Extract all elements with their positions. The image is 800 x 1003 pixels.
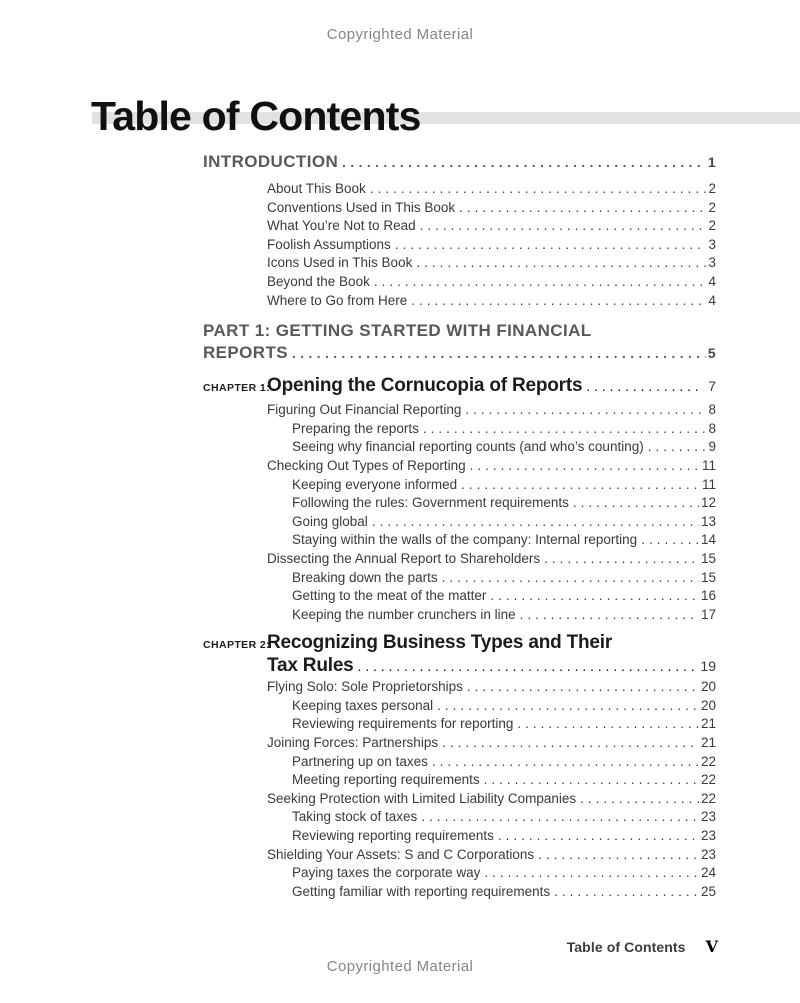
dot-leader (411, 292, 706, 311)
toc-entry (203, 864, 716, 883)
toc-entry-page: 2 (708, 199, 716, 215)
dot-leader (641, 531, 699, 550)
toc-section-introduction (203, 151, 716, 173)
toc-chapter-2 (203, 631, 716, 901)
toc-entry-page: 2 (708, 218, 716, 234)
chapter-title-row (203, 373, 716, 401)
chapter-title-row (203, 631, 716, 678)
dot-leader (467, 678, 699, 697)
toc-entry (203, 199, 716, 218)
toc-entry (203, 217, 716, 236)
toc-entry (203, 827, 716, 846)
dot-leader (342, 151, 706, 173)
dot-leader (358, 655, 697, 678)
dot-leader (420, 217, 707, 236)
chapter-page-number: 19 (700, 658, 716, 675)
toc-entry-page: 22 (700, 753, 716, 769)
dot-leader (544, 550, 699, 569)
page-title: Table of Contents (91, 93, 421, 140)
dot-leader (648, 438, 707, 457)
toc-entry (203, 771, 716, 790)
section-page-number: 5 (707, 345, 716, 362)
chapter1-entries (203, 401, 716, 624)
toc-entry-label: Beyond the Book (267, 273, 370, 289)
toc-entry-label: Keeping the number crunchers in line (292, 606, 516, 622)
dot-leader (442, 569, 699, 588)
toc-entry-page: 8 (708, 420, 716, 436)
dot-leader (370, 180, 707, 199)
dot-leader (432, 753, 699, 772)
toc-entry-page: 13 (700, 513, 716, 529)
toc-entry (203, 808, 716, 827)
page-footer (567, 937, 718, 956)
toc-entry-page: 8 (708, 402, 716, 418)
toc-entry-label: Reviewing reporting requirements (292, 828, 494, 844)
toc-entry-label: Getting familiar with reporting requirements (292, 883, 551, 899)
chapter-number-label: CHAPTER 1: (203, 382, 271, 395)
toc-chapter-1 (203, 373, 716, 624)
dot-leader (442, 734, 699, 753)
dot-leader (470, 457, 700, 476)
toc-entry-page: 3 (708, 236, 716, 252)
dot-leader (437, 697, 699, 716)
section-page-number: 1 (707, 154, 716, 170)
introduction-entries (203, 180, 716, 310)
toc-entry (203, 587, 716, 606)
toc-entry (203, 180, 716, 199)
toc-entry (203, 715, 716, 734)
toc-entry (203, 569, 716, 588)
toc-entry-page: 23 (700, 828, 716, 844)
dot-leader (517, 715, 699, 734)
toc-entry (203, 457, 716, 476)
toc-entry (203, 401, 716, 420)
toc-entry-label: Following the rules: Government requirements (292, 495, 569, 511)
toc-entry (203, 254, 716, 273)
dot-leader (484, 771, 699, 790)
toc-entry (203, 606, 716, 625)
dot-leader (586, 374, 704, 399)
toc-entry (203, 550, 716, 569)
toc-entry-label: Conventions Used in This Book (267, 199, 456, 215)
dot-leader (421, 808, 699, 827)
toc-entry-label: Foolish Assumptions (267, 236, 391, 252)
toc-entry-page: 9 (708, 439, 716, 455)
toc-entry (203, 494, 716, 513)
chapter-title-block (267, 631, 716, 678)
toc-entry-page: 16 (700, 588, 716, 604)
toc-entry-page: 4 (708, 273, 716, 289)
toc-entry-page: 14 (700, 532, 716, 548)
toc-entry-page: 24 (700, 865, 716, 881)
toc-entry-page: 22 (700, 772, 716, 788)
toc-entry-label: Flying Solo: Sole Proprietorships (267, 679, 463, 695)
copyright-notice-bottom: Copyrighted Material (326, 958, 474, 975)
dot-leader (416, 254, 706, 273)
toc-entry-page: 21 (700, 716, 716, 732)
dot-leader (372, 513, 699, 532)
toc-entry-label: Partnering up on taxes (292, 753, 428, 769)
dot-leader (484, 864, 699, 883)
toc-entry (203, 697, 716, 716)
toc-entry-label: Keeping everyone informed (292, 476, 458, 492)
chapter2-entries (203, 678, 716, 901)
toc-entry (203, 753, 716, 772)
table-of-contents (203, 151, 716, 901)
dot-leader (498, 827, 699, 846)
dot-leader (554, 883, 699, 902)
toc-entry-page: 22 (700, 790, 716, 806)
toc-entry-page: 15 (700, 550, 716, 566)
toc-entry-label: Joining Forces: Partnerships (267, 735, 439, 751)
dot-leader (395, 236, 707, 255)
toc-entry (203, 236, 716, 255)
toc-entry-label: Paying taxes the corporate way (292, 865, 481, 881)
toc-entry (203, 438, 716, 457)
dot-leader (573, 494, 699, 513)
toc-entry (203, 790, 716, 809)
toc-entry-page: 15 (700, 569, 716, 585)
chapter-number-label: CHAPTER 2: (203, 639, 271, 652)
dot-leader (292, 342, 706, 365)
part-heading-line1: PART 1: GETTING STARTED WITH FINANCIAL (203, 321, 592, 341)
toc-entry-label: Icons Used in This Book (267, 255, 413, 271)
toc-entry-label: Figuring Out Financial Reporting (267, 402, 462, 418)
toc-entry-page: 21 (700, 735, 716, 751)
toc-entry-page: 2 (708, 181, 716, 196)
toc-entry-label: Meeting reporting requirements (292, 772, 480, 788)
toc-entry-label: Shielding Your Assets: S and C Corporations (267, 846, 535, 862)
toc-entry-label: Seeking Protection with Limited Liability Companies (267, 790, 577, 806)
toc-entry-label: Where to Go from Here (267, 292, 408, 308)
toc-entry (203, 531, 716, 550)
dot-leader (461, 476, 700, 495)
toc-entry (203, 846, 716, 865)
toc-entry-label: Checking Out Types of Reporting (267, 457, 466, 473)
toc-entry-page: 12 (700, 495, 716, 511)
toc-entry-page: 25 (700, 883, 716, 899)
dot-leader (374, 273, 707, 292)
part-heading-line2-row (203, 342, 716, 365)
part-heading-line2: REPORTS (203, 343, 288, 363)
chapter-title-line2-row (267, 654, 716, 678)
dot-leader (490, 587, 699, 606)
footer-page-number: V (705, 937, 718, 956)
toc-entry-label: Seeing why financial reporting counts (and who’s counting) (292, 439, 644, 455)
toc-entry-label: Getting to the meat of the matter (292, 588, 487, 604)
toc-entry-label: Preparing the reports (292, 420, 419, 436)
dot-leader (520, 606, 699, 625)
toc-entry-label: Dissecting the Annual Report to Shareholders (267, 550, 541, 566)
toc-entry-label: Taking stock of taxes (292, 809, 418, 825)
chapter-title-line1: Recognizing Business Types and Their (267, 632, 613, 654)
toc-entry-page: 11 (701, 457, 716, 473)
toc-entry-label: About This Book (267, 181, 366, 196)
chapter-title: Opening the Cornucopia of Reports (267, 375, 583, 397)
toc-entry (203, 273, 716, 292)
toc-entry (203, 678, 716, 697)
dot-leader (423, 420, 707, 439)
toc-entry (203, 476, 716, 495)
dot-leader (459, 199, 706, 218)
toc-entry-label: Breaking down the parts (292, 569, 438, 585)
toc-entry-label: Going global (292, 513, 368, 529)
toc-entry (203, 292, 716, 311)
chapter-title-line2: Tax Rules (267, 655, 354, 677)
toc-entry-page: 20 (700, 697, 716, 713)
dot-leader (465, 401, 706, 420)
toc-entry-label: Keeping taxes personal (292, 697, 434, 713)
toc-entry-page: 11 (701, 476, 716, 492)
toc-entry-page: 17 (700, 606, 716, 622)
section-heading-label: INTRODUCTION (203, 152, 339, 171)
toc-entry-page: 23 (700, 809, 716, 825)
toc-entry-page: 3 (708, 255, 716, 271)
toc-entry (203, 734, 716, 753)
toc-entry-label: Reviewing requirements for reporting (292, 716, 514, 732)
toc-section-part1 (203, 320, 716, 365)
toc-entry-page: 4 (708, 292, 716, 308)
toc-entry-label: What You’re Not to Read (267, 218, 416, 234)
toc-entry (203, 513, 716, 532)
copyright-notice-top: Copyrighted Material (326, 26, 474, 43)
footer-running-head: Table of Contents (566, 939, 686, 955)
toc-entry-label: Staying within the walls of the company: Internal reporting (292, 532, 638, 548)
dot-leader (538, 846, 699, 865)
toc-entry (203, 883, 716, 902)
toc-entry-page: 23 (700, 846, 716, 862)
toc-entry-page: 20 (700, 679, 716, 695)
toc-entry (203, 420, 716, 439)
chapter-page-number: 7 (708, 378, 716, 395)
dot-leader (580, 790, 699, 809)
